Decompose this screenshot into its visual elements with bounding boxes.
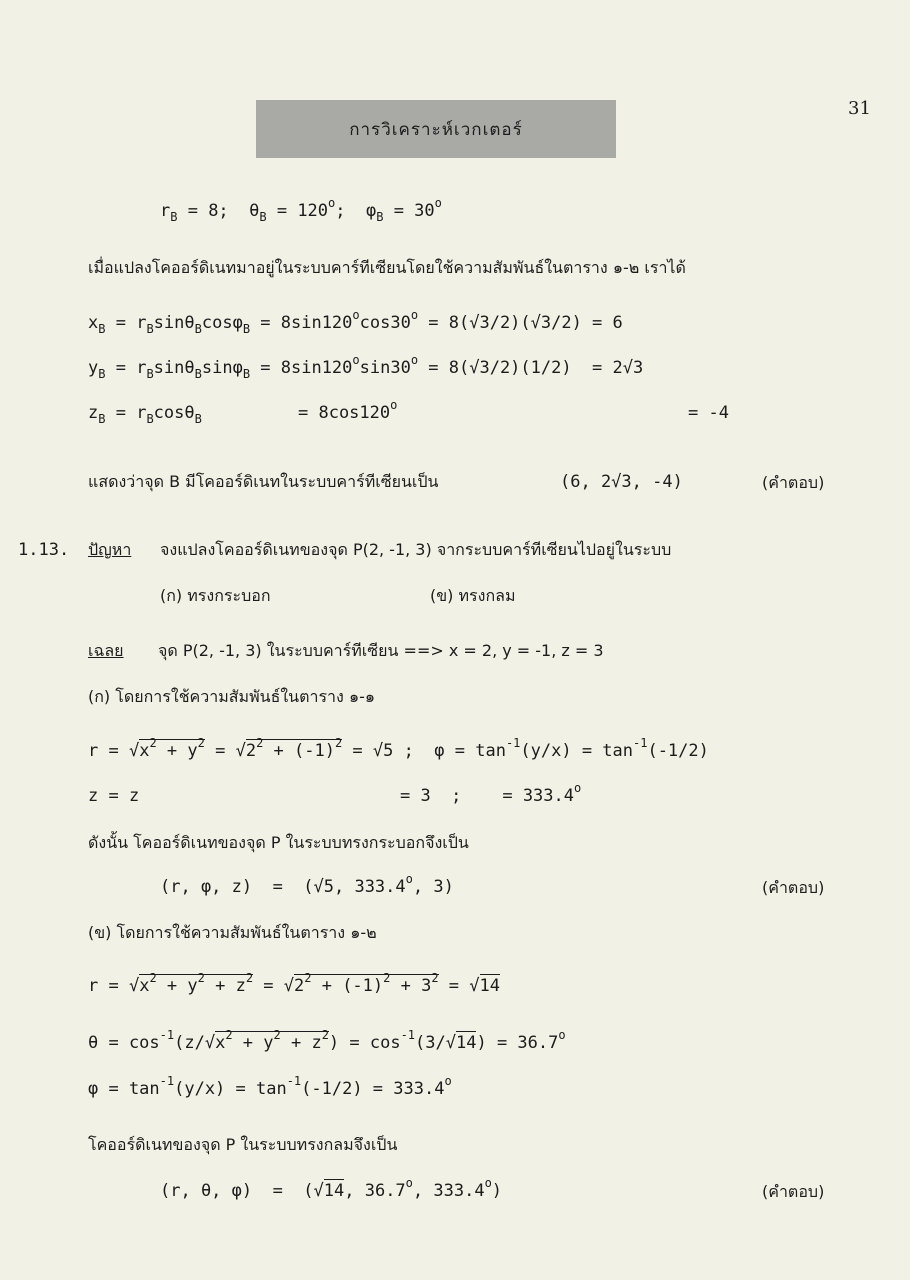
solution-label: เฉลย: [88, 641, 124, 660]
answer-label: (คำตอบ): [762, 473, 825, 492]
part-a-conclusion: ดังนั้น โคออร์ดิเนทของจุด P ในระบบทรงกระบอกจึงเป็น: [88, 833, 469, 852]
given-values: $r_B = 8$; $\theta_B = 120^o$; $\varphi_B = 30^o$: [160, 196, 442, 224]
part-a-equation-r-phi: $r = √x^2 + y^2 = √2^2 + (-1)^2 = √5$ ; $\varphi = \tan^{-1}(y/x) = \tan^{-1}(-1/2)$: [88, 736, 709, 761]
problem-label: ปัญหา: [88, 540, 132, 559]
part-b-conclusion: โคออร์ดิเนทของจุด P ในระบบทรงกลมจึงเป็น: [88, 1135, 398, 1154]
equation-xb: $x_B = r_B\sin\theta_B\cos\varphi_B = 8\sin 120^o\cos 30^o = 8(√3/2)(√3/2) = 6$: [88, 308, 623, 336]
chapter-title: การวิเคราะห์เวกเตอร์: [349, 119, 523, 140]
problem-option-b: (ข) ทรงกลม: [430, 586, 516, 605]
part-a-answer: (r, φ, z) = (√5, 333.4$^o$, 3): [160, 872, 454, 897]
part-a-equation-z: z = z: [88, 786, 140, 806]
solution-text: จุด P(2, -1, 3) ในระบบคาร์ทีเซียน ==> x = 2, y = -1, z = 3: [158, 641, 604, 660]
answer-label: (คำตอบ): [762, 1182, 825, 1201]
equation-zb-value: = $8\cos 120^o$: [298, 398, 398, 423]
equation-yb: $y_B = r_B\sin\theta_B\sin\varphi_B = 8\sin 120^o\sin 30^o = 8(√3/2)(1/2) = 2√3$: [88, 353, 644, 381]
problem-number: 1.13.: [18, 540, 70, 560]
result-b-coords: (6, 2√3, -4): [560, 472, 683, 492]
part-b-equation-phi: $\varphi = \tan^{-1}(y/x) = \tan^{-1}(-1/2) = 333.4^o$: [88, 1074, 452, 1099]
part-b-equation-r: $r = √x^2 + y^2 + z^2 = √2^2 + (-1)^2 + 3^2 = √14$: [88, 971, 500, 996]
page-number: 31: [848, 98, 871, 119]
result-b-text: แสดงว่าจุด B มีโคออร์ดิเนทในระบบคาร์ทีเซียนเป็น: [88, 472, 439, 491]
part-b-heading: (ข) โดยการใช้ความสัมพันธ์ในตาราง ๑-๒: [88, 923, 377, 942]
part-b-answer: (r, θ, φ) = (√14, 36.7$^o$, 333.4$^o$): [160, 1176, 503, 1201]
equation-zb: $z_B = r_B\cos\theta_B$: [88, 403, 202, 426]
problem-option-a: (ก) ทรงกระบอก: [160, 586, 271, 605]
part-a-heading: (ก) โดยการใช้ความสัมพันธ์ในตาราง ๑-๑: [88, 687, 376, 706]
equation-zb-result: = -4: [688, 403, 729, 423]
part-b-equation-theta: $\theta = \cos^{-1}(z/√x^2 + y^2 + z^2) = \cos^{-1}(3/√14) = 36.7^o$: [88, 1028, 566, 1053]
answer-label: (คำตอบ): [762, 878, 825, 897]
chapter-header: [256, 100, 616, 158]
problem-text: จงแปลงโคออร์ดิเนทของจุด P(2, -1, 3) จากระบบคาร์ทีเซียนไปอยู่ในระบบ: [160, 540, 672, 559]
intro-text: เมื่อแปลงโคออร์ดิเนทมาอยู่ในระบบคาร์ทีเซียนโดยใช้ความสัมพันธ์ในตาราง ๑-๒ เราได้: [88, 258, 686, 277]
part-a-equation-z-value: = 3 ; = $333.4^o$: [400, 781, 582, 806]
